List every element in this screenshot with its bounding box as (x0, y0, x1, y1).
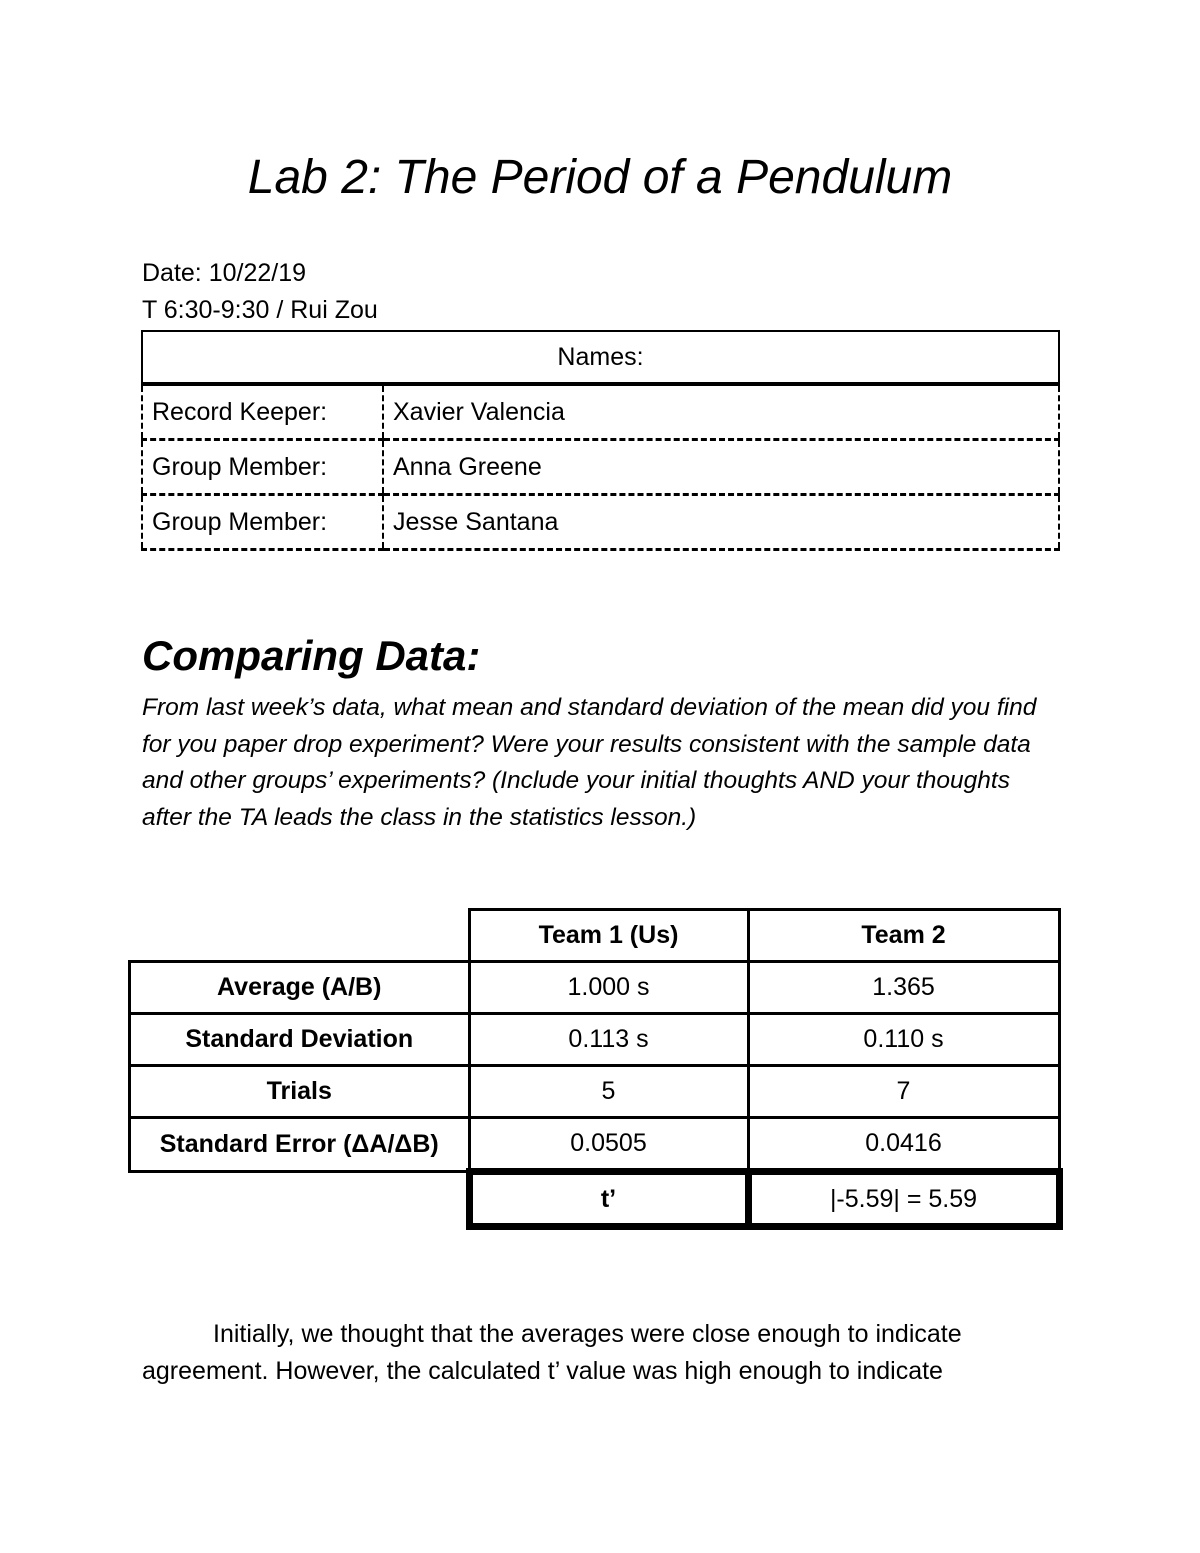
role-cell: Group Member: (142, 495, 383, 550)
prompt-text: From last week’s data, what mean and standard deviation of the mean did you find for you paper drop experiment? Were your results consistent with the sample data and other groups’ experiments? (Include your initial thoughts AND your thoughts after the TA leads the class in the statistics lesson.) (142, 694, 1037, 831)
team1-value: 0.0505 (469, 1118, 748, 1172)
team1-value: 5 (469, 1066, 748, 1118)
data-table (128, 908, 1063, 1230)
role-cell: Group Member: (142, 440, 383, 495)
header-cell-team1: Team 1 (Us) (469, 910, 748, 962)
row-label: Standard Error (ΔA/ΔB) (130, 1118, 470, 1172)
team2-value: 1.365 (748, 962, 1059, 1014)
name-cell: Xavier Valencia (383, 384, 1059, 440)
role-cell: Record Keeper: (142, 384, 383, 440)
name-cell: Jesse Santana (383, 495, 1059, 550)
names-table (141, 330, 1060, 551)
row-label: Standard Deviation (130, 1014, 470, 1066)
names-row (142, 495, 1059, 550)
t-value-row (130, 1172, 1060, 1227)
team1-value: 0.113 s (469, 1014, 748, 1066)
table-row (130, 1118, 1060, 1172)
table-row (130, 962, 1060, 1014)
table-row (130, 1066, 1060, 1118)
date-line: Date: 10/22/19 (142, 259, 307, 287)
table-row (130, 1014, 1060, 1066)
team2-value: 0.0416 (748, 1118, 1059, 1172)
team2-value: 0.110 s (748, 1014, 1059, 1066)
team1-value: 1.000 s (469, 962, 748, 1014)
names-row (142, 440, 1059, 495)
page-title: Lab 2: The Period of a Pendulum (247, 151, 953, 204)
names-row (142, 384, 1059, 440)
t-value: |-5.59| = 5.59 (748, 1172, 1059, 1227)
t-label: t’ (469, 1172, 748, 1227)
names-header: Names: (142, 331, 1059, 384)
team2-value: 7 (748, 1066, 1059, 1118)
empty-cell (130, 1172, 470, 1227)
row-label: Trials (130, 1066, 470, 1118)
section-heading: Comparing Data: (142, 632, 481, 679)
row-label: Average (A/B) (130, 962, 470, 1014)
header-cell-team2: Team 2 (748, 910, 1059, 962)
section-line: T 6:30-9:30 / Rui Zou (142, 296, 378, 324)
table-header-row (130, 910, 1060, 962)
header-cell-empty (130, 910, 470, 962)
name-cell: Anna Greene (383, 440, 1059, 495)
body-paragraph: Initially, we thought that the averages were close enough to indicate agreement. However, the calculated t’ value was high enough to indicate (142, 1320, 962, 1385)
